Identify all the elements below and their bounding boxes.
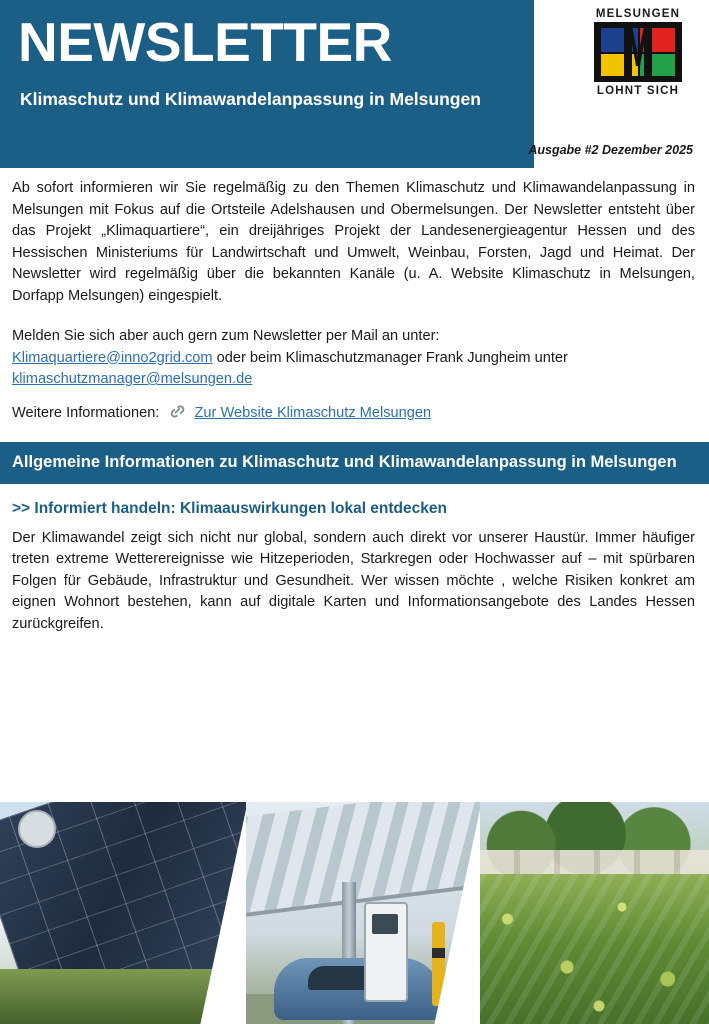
section-body-text: Der Klimawandel zeigt sich nicht nur global, sondern auch direkt vor unserer Haustür. Immer häufiger treten extreme Wetterereignisse wie Hitzeperioden, Starkregen oder Hochwasser auf – mit spürbaren Folgen für Gebäude, Infrastruktur und Gesundheit. Wer wissen möchte , welche Risiken konkret am eignen Wohnort bestehen, kann auf digitale Karten und Informationsangebote des Landes Hessen zurückgreifen. (12, 529, 695, 632)
vegetation-detail (480, 874, 709, 1024)
logo-top-text: MELSUNGEN (595, 8, 681, 20)
between-emails-text: oder beim Klimaschutzmanager Frank Jungheim unter (212, 349, 568, 366)
charger-display (372, 914, 398, 934)
intro-paragraph-1: Ab sofort informieren wir Sie regelmäßig zu den Themen Klimaschutz und Klimawandelanpassung in Melsungen mit Fokus auf die Ortsteile Adelshausen und Obermelsungen. Der Newsletter entsteht über das Projekt „Klimaquartiere“, ein dreijähriges Projekt der Landesenergieagentur Hessen und des Hessischen Ministeriums für Landwirtschaft und Umwelt, Weinbau, Forsten, Jagd und Heimat. Der Newsletter wird regelmäßig über die bekannten Kanäle (u. A. Website Klimaschutz in Melsungen, Dorfapp Melsungen) eingespielt. (12, 180, 695, 304)
satellite-dish-icon (18, 810, 56, 848)
section-subheading: >> Informiert handeln: Klimaauswirkungen lokal entdecken (12, 499, 447, 517)
email-link-klimaquartiere[interactable]: Klimaquartiere@inno2grid.com (12, 349, 213, 366)
charging-station (364, 902, 408, 1002)
spacer (0, 391, 709, 403)
header-subtitle: Klimaschutz und Klimawandelanpassung in Melsungen (20, 89, 481, 109)
page-title: NEWSLETTER (18, 11, 392, 73)
electric-car (274, 958, 442, 1020)
intro-section (0, 168, 709, 391)
melsungen-logo (589, 8, 687, 97)
further-info-row (0, 403, 709, 426)
logo-bottom-text: LOHNT SICH (596, 85, 680, 97)
photo-strip (0, 802, 709, 1024)
website-link[interactable]: Zur Website Klimaschutz Melsungen (194, 404, 432, 421)
paragraph-spacer (12, 307, 695, 326)
email-link-klimaschutzmanager[interactable]: klimaschutzmanager@melsungen.de (12, 371, 253, 387)
section-header-bar: Allgemeine Informationen zu Klimaschutz und Klimawandelanpassung in Melsungen (0, 442, 709, 484)
logo-mark (594, 22, 682, 82)
ev-charging-photo (246, 802, 480, 1024)
issue-label: Ausgabe #2 Dezember 2025 (528, 143, 693, 157)
newsletter-header (0, 0, 709, 168)
solar-roof-photo (0, 802, 246, 1024)
logo-m-letter-icon (594, 22, 682, 82)
intro-paragraph-2 (12, 326, 695, 391)
newsletter-signup-text: Melden Sie sich aber auch gern zum Newsletter per Mail an unter: (12, 328, 440, 344)
link-icon (169, 404, 186, 426)
further-info-label: Weitere Informationen: (12, 404, 160, 421)
green-roof-photo (480, 802, 709, 1024)
